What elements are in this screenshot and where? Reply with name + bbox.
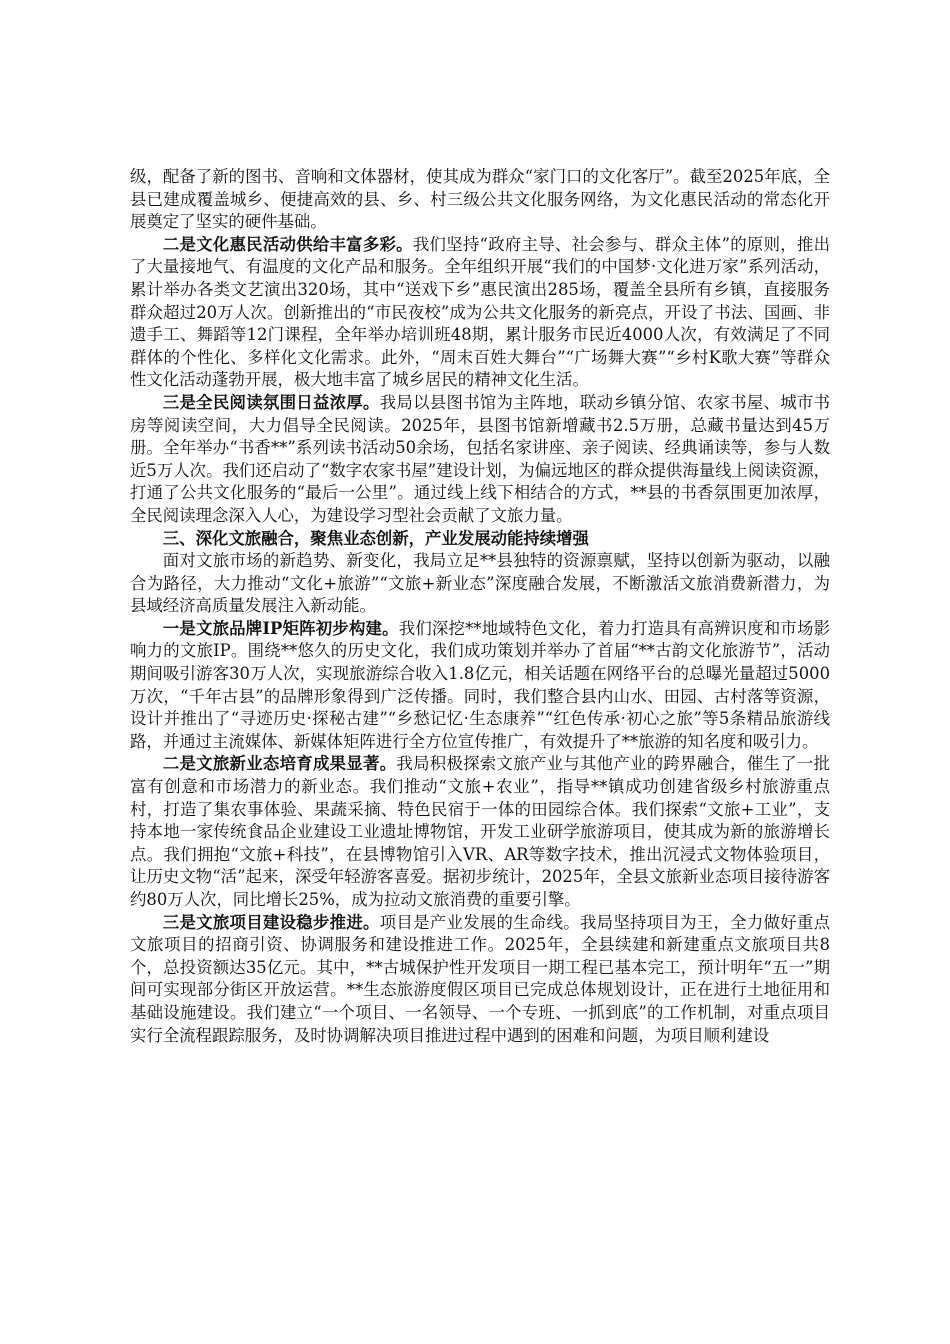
paragraph-new-formats [130,753,830,911]
paragraph-lead: 二是文旅新业态培育成果显著。 [162,754,397,774]
paragraph-lead: 二是文化惠民活动供给丰富多彩。 [162,234,413,254]
paragraph-section-intro: 面对文旅市场的新趋势、新变化，我局立足**县独特的资源禀赋，坚持以创新为驱动，以融合为路径，大力推动“文化+旅游”“文旅+新业态”深度融合发展，不断激活文旅消费新潜力，为县域经济高质量发展注入新动能。 [130,551,830,616]
paragraph-project-construction [130,912,830,1048]
paragraph-public-service-network: 级，配备了新的图书、音响和文体器材，使其成为群众“家门口的文化客厅”。截至2025年底，全县已建成覆盖城乡、便捷高效的县、乡、村三级公共文化服务网络，为文化惠民活动的常态化开展奠定了坚实的硬件基础。 [130,167,830,232]
paragraph-text: 我们深挖**地域特色文化，着力打造具有高辨识度和市场影响力的文旅IP。围绕**悠久的历史文化，我们成功策划并举办了首届“**古韵文化旅游节”，活动期间吸引游客30万人次，实现旅游综合收入1.8亿元，相关话题在网络平台的总曝光量超过5000万次，“千年古县”的品牌形象得到广泛传播。同时，我们整合县内山水、田园、古村落等资源，设计并推出了“寻迹历史·探秘古建”“乡愁记忆·生态康养”“红色传承·初心之旅”等5条精品旅游线路，并通过主流媒体、新媒体矩阵进行全方位宣传推广，有效提升了**旅游的知名度和吸引力。 [130,618,830,751]
paragraph-text: 项目是产业发展的生命线。我局坚持项目为王，全力做好重点文旅项目的招商引资、协调服务和建设推进工作。2025年，全县续建和新建重点文旅项目共8个，总投资额达35亿元。其中，**古城保护性开发项目一期工程已基本完工，预计明年“五一”期间可实现部分街区开放运营。**生态旅游度假区项目已完成总体规划设计，正在进行土地征用和基础设施建设。我们建立“一个项目、一名领导、一个专班、一抓到底”的工作机制，对重点项目实行全流程跟踪服务，及时协调解决项目推进过程中遇到的困难和问题，为项目顺利建设 [130,912,830,1045]
paragraph-text: 我局以县图书馆为主阵地，联动乡镇分馆、农家书屋、城市书房等阅读空间，大力倡导全民阅读。2025年，县图书馆新增藏书2.5万册，总藏书量达到45万册。全年举办“书香**”系列读书活动50余场，包括名家讲座、亲子阅读、经典诵读等，参与人数近5万人次。我们还启动了“数字农家书屋”建设计划，为偏远地区的群众提供海量线上阅读资源，打通了公共文化服务的“最后一公里”。通过线上线下相结合的方式，**县的书香氛围更加浓厚，全民阅读理念深入人心，为建设学习型社会贡献了文旅力量。 [130,392,830,525]
paragraph-text: 我们坚持“政府主导、社会参与、群众主体”的原则，推出了大量接地气、有温度的文化产品和服务。全年组织开展“我们的中国梦·文化进万家”系列活动，累计举办各类文艺演出320场，其中“送戏下乡”惠民演出285场，覆盖全县所有乡镇，直接服务群众超过20万人次。创新推出的“市民夜校”成为公共文化服务的新亮点，开设了书法、国画、非遗手工、舞蹈等12门课程，全年举办培训班48期，累计服务市民近4000人次，有效满足了不同群体的个性化、多样化文化需求。此外，“周末百姓大舞台”“广场舞大赛”“乡村K歌大赛”等群众性文化活动蓬勃开展，极大地丰富了城乡居民的精神文化生活。 [130,234,830,390]
document-body [130,166,830,1047]
paragraph-national-reading [130,392,830,528]
paragraph-lead: 一是文旅品牌IP矩阵初步构建。 [162,618,399,638]
paragraph-lead: 三是全民阅读氛围日益浓厚。 [162,392,380,412]
paragraph-cultural-activities [130,234,830,392]
paragraph-brand-ip [130,618,830,754]
paragraph-lead: 三是文旅项目建设稳步推进。 [162,912,380,932]
paragraph-text: 我局积极探索文旅产业与其他产业的跨界融合，催生了一批富有创意和市场潜力的新业态。我们推动“文旅+农业”，指导**镇成功创建省级乡村旅游重点村，打造了集农事体验、果蔬采摘、特色民宿于一体的田园综合体。我们探索“文旅+工业”，支持本地一家传统食品企业建设工业遗址博物馆，开发工业研学旅游项目，使其成为新的旅游增长点。我们拥抱“文旅+科技”，在县博物馆引入VR、AR等数字技术，推出沉浸式文物体验项目，让历史文物“活”起来，深受年轻游客喜爱。据初步统计，2025年，全县文旅新业态项目接待游客约80万人次，同比增长25%，成为拉动文旅消费的重要引擎。 [130,754,830,909]
section-heading: 三、深化文旅融合，聚焦业态创新，产业发展动能持续增强 [162,528,589,548]
